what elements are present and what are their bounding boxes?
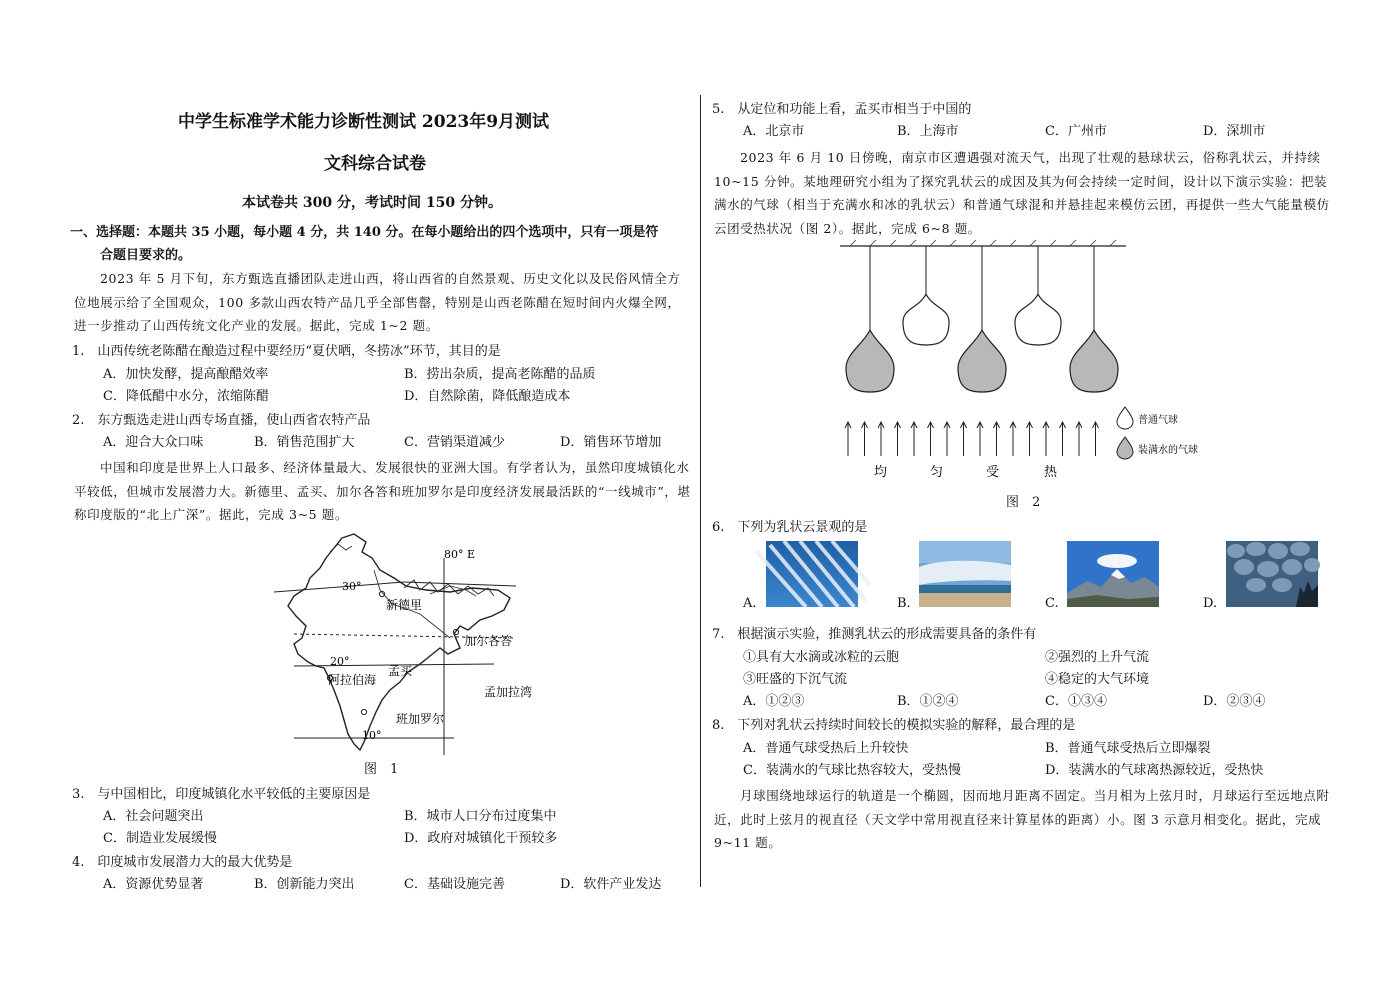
- latitude-30: [274, 582, 404, 592]
- balloon-experiment-figure: [840, 238, 1140, 480]
- label-bay-of-bengal: 孟加拉湾: [484, 685, 533, 699]
- section-heading: 一、选择题：本题共 35 小题，每小题 4 分，共 140 分。在每小题给出的四个选项中，只有一项是符: [70, 225, 659, 240]
- passage-2: 中国和印度是世界上人口最多、经济体量最大、发展很快的亚洲大国。有学者认为，虽然印度城镇化水平较低，但城市发展潜力大。新德里、孟买、加尔各答和班加罗尔是印度经济发展最活跃的“一线城市”，堪称印度版的“北上广深”。据此，完成 3~5 题。: [74, 460, 691, 522]
- column-divider: [700, 95, 701, 887]
- q3-option-b: B．城市人口分布过度集中: [404, 809, 557, 824]
- normal-balloon: [1015, 294, 1061, 345]
- q1-option-c: C．降低醋中水分，浓缩陈醋: [103, 389, 269, 404]
- q5-option-d: D．深圳市: [1203, 124, 1266, 139]
- heat-arrow: [994, 422, 1000, 456]
- exam-info: 本试卷共 300 分，考试时间 150 分钟。: [242, 195, 502, 211]
- q6-photo-b-roll-cloud: [919, 541, 1011, 607]
- passage-1: 2023 年 5 月下旬，东方甄选直播团队走进山西，将山西省的自然景观、历史文化以及民俗风情全方位地展示给了全国观众，100 多款山西农特产品几乎全部售罄，特别是山西老陈醋在短时间内火爆全网，进一步推动了山西传统文化产业的发展。据此，完成 1~2 题。: [74, 271, 681, 333]
- page-title: 中学生标准学术能力诊断性测试 2023年9月测试: [178, 112, 550, 132]
- legend-water-balloon-icon: [1117, 437, 1133, 459]
- water-balloon: [1070, 330, 1118, 392]
- q7-option-c: C．①③④: [1045, 694, 1107, 709]
- label-new-delhi: 新德里: [386, 598, 423, 612]
- q1-option-a: A．加快发酵，提高酿醋效率: [103, 367, 269, 382]
- lon-label: 80° E: [444, 548, 476, 561]
- question-2-stem: 2. 东方甄选走进山西专场直播，使山西省农特产品: [72, 413, 371, 428]
- lat30-label: 30°: [342, 580, 362, 593]
- question-7-stem: 7. 根据演示实验，推测乳状云的形成需要具备的条件有: [712, 627, 1037, 642]
- q8-option-b: B．普通气球受热后立即爆裂: [1045, 741, 1211, 756]
- q7-statement-4: ④稳定的大气环境: [1045, 672, 1150, 687]
- q6-option-d: D.: [1203, 596, 1218, 611]
- heat-arrow: [1076, 422, 1082, 456]
- q5-option-b: B．上海市: [897, 124, 959, 139]
- q2-option-a: A．迎合大众口味: [103, 435, 204, 450]
- q6-photo-c-lenticular-cloud: [1067, 541, 1159, 607]
- heat-label-3: 受: [986, 465, 1000, 480]
- heat-arrow: [862, 422, 868, 456]
- question-6-stem: 6. 下列为乳状云景观的是: [712, 520, 868, 535]
- page-subtitle: 文科综合试卷: [324, 154, 426, 174]
- q6-option-b: B.: [897, 596, 911, 611]
- section-heading-cont: 合题目要求的。: [100, 248, 192, 263]
- q8-option-d: D．装满水的气球离热源较近，受热快: [1045, 763, 1264, 778]
- q2-option-b: B．销售范围扩大: [254, 435, 355, 450]
- water-balloon: [958, 330, 1006, 392]
- support-hatching: [850, 240, 1116, 246]
- q8-option-a: A．普通气球受热后上升较快: [743, 741, 909, 756]
- q3-option-c: C．制造业发展缓慢: [103, 831, 217, 846]
- q7-option-d: D．②③④: [1203, 694, 1266, 709]
- figure-1-caption: 图 1: [364, 762, 399, 777]
- heat-arrow: [1010, 422, 1016, 456]
- question-3-stem: 3. 与中国相比，印度城镇化水平较低的主要原因是: [72, 787, 371, 802]
- normal-balloon: [903, 294, 949, 345]
- q4-option-c: C．基础设施完善: [404, 877, 505, 892]
- q7-statement-2: ②强烈的上升气流: [1045, 650, 1150, 665]
- q1-option-d: D．自然除菌，降低酿造成本: [404, 389, 571, 404]
- city-marker-bangalore: [361, 709, 366, 714]
- q3-option-a: A．社会问题突出: [103, 809, 204, 824]
- heat-label-4: 热: [1044, 465, 1058, 480]
- label-mumbai: 孟买: [388, 664, 413, 678]
- q6-option-a: A.: [743, 596, 757, 611]
- heat-arrow: [895, 422, 901, 456]
- heat-label-1: 均: [874, 465, 888, 480]
- figure-2-caption: 图 2: [1006, 495, 1041, 510]
- heat-arrow: [1043, 422, 1049, 456]
- lat20-label: 20°: [330, 655, 350, 668]
- legend-normal-label: 普通气球: [1138, 415, 1178, 426]
- label-arabian-sea: 阿拉伯海: [328, 673, 377, 687]
- question-1-stem: 1. 山西传统老陈醋在酿造过程中要经历“夏伏晒，冬捞冰”环节，其目的是: [72, 344, 501, 359]
- q8-option-c: C．装满水的气球比热容较大，受热慢: [743, 763, 961, 778]
- q3-option-d: D．政府对城镇化干预较多: [404, 831, 558, 846]
- heat-label-2: 匀: [930, 465, 944, 480]
- heat-arrow: [1027, 422, 1033, 456]
- q7-statement-1: ①具有大水滴或冰粒的云胞: [743, 650, 900, 665]
- water-balloon: [846, 330, 894, 392]
- heat-arrow: [928, 422, 934, 456]
- heat-arrow: [1060, 422, 1066, 456]
- question-5-stem: 5. 从定位和功能上看，孟买市相当于中国的: [712, 102, 972, 117]
- q4-option-d: D．软件产业发达: [560, 877, 662, 892]
- question-4-stem: 4. 印度城市发展潜力大的最大优势是: [72, 855, 293, 870]
- india-map: [254, 530, 533, 755]
- q5-option-c: C．广州市: [1045, 124, 1107, 139]
- q4-option-b: B．创新能力突出: [254, 877, 355, 892]
- q6-photo-a-cloud-stripes: [766, 541, 858, 607]
- q2-option-d: D．销售环节增加: [560, 435, 662, 450]
- heat-arrow: [878, 422, 884, 456]
- heat-arrow: [845, 422, 851, 456]
- q4-option-a: A．资源优势显著: [103, 877, 204, 892]
- heat-arrow: [977, 422, 983, 456]
- passage-4: 月球围绕地球运行的轨道是一个椭圆，因而地月距离不固定。当月相为上弦月时，月球运行至远地点附近，此时上弦月的视直径（天文学中常用视直径来计算星体的距离）小。图 3 示意月相变化。据此，完成 9~11 题。: [714, 788, 1330, 850]
- q7-statement-3: ③旺盛的下沉气流: [743, 672, 848, 687]
- label-kolkata: 加尔各答: [464, 634, 513, 648]
- q7-option-b: B．①②④: [897, 694, 959, 709]
- label-bangalore: 班加罗尔: [396, 712, 445, 726]
- figure-2-legend: [1116, 404, 1226, 464]
- q6-photo-d-mammatus-cloud: [1226, 541, 1318, 607]
- legend-water-label: 装满水的气球: [1138, 445, 1198, 456]
- heat-arrow: [911, 422, 917, 456]
- q7-option-a: A．①②③: [743, 694, 805, 709]
- q6-option-c: C.: [1045, 596, 1059, 611]
- heat-arrow: [1093, 422, 1099, 456]
- heat-arrow: [944, 422, 950, 456]
- heat-arrows: [845, 422, 1099, 456]
- passage-3: 2023 年 6 月 10 日傍晚，南京市区遭遇强对流天气，出现了壮观的悬球状云，俗称乳状云，并持续10~15 分钟。某地理研究小组为了探究乳状云的成因及其为何会持续一定时间，设计以下演示实验：把装满水的气球（相当于充满水和冰的乳状云）和普通气球混和并悬挂起来模仿云团，再提供一些大气能量模仿云团受热状况（图 2）。据此，完成 6~8 题。: [714, 150, 1330, 236]
- lat10-label: 10°: [362, 729, 382, 742]
- heat-arrow: [961, 422, 967, 456]
- q5-option-a: A．北京市: [743, 124, 805, 139]
- q2-option-c: C．营销渠道减少: [404, 435, 505, 450]
- question-8-stem: 8. 下列对乳状云持续时间较长的模拟实验的解释，最合理的是: [712, 718, 1076, 733]
- legend-normal-balloon-icon: [1117, 407, 1133, 429]
- q1-option-b: B．捞出杂质，提高老陈醋的品质: [404, 367, 596, 382]
